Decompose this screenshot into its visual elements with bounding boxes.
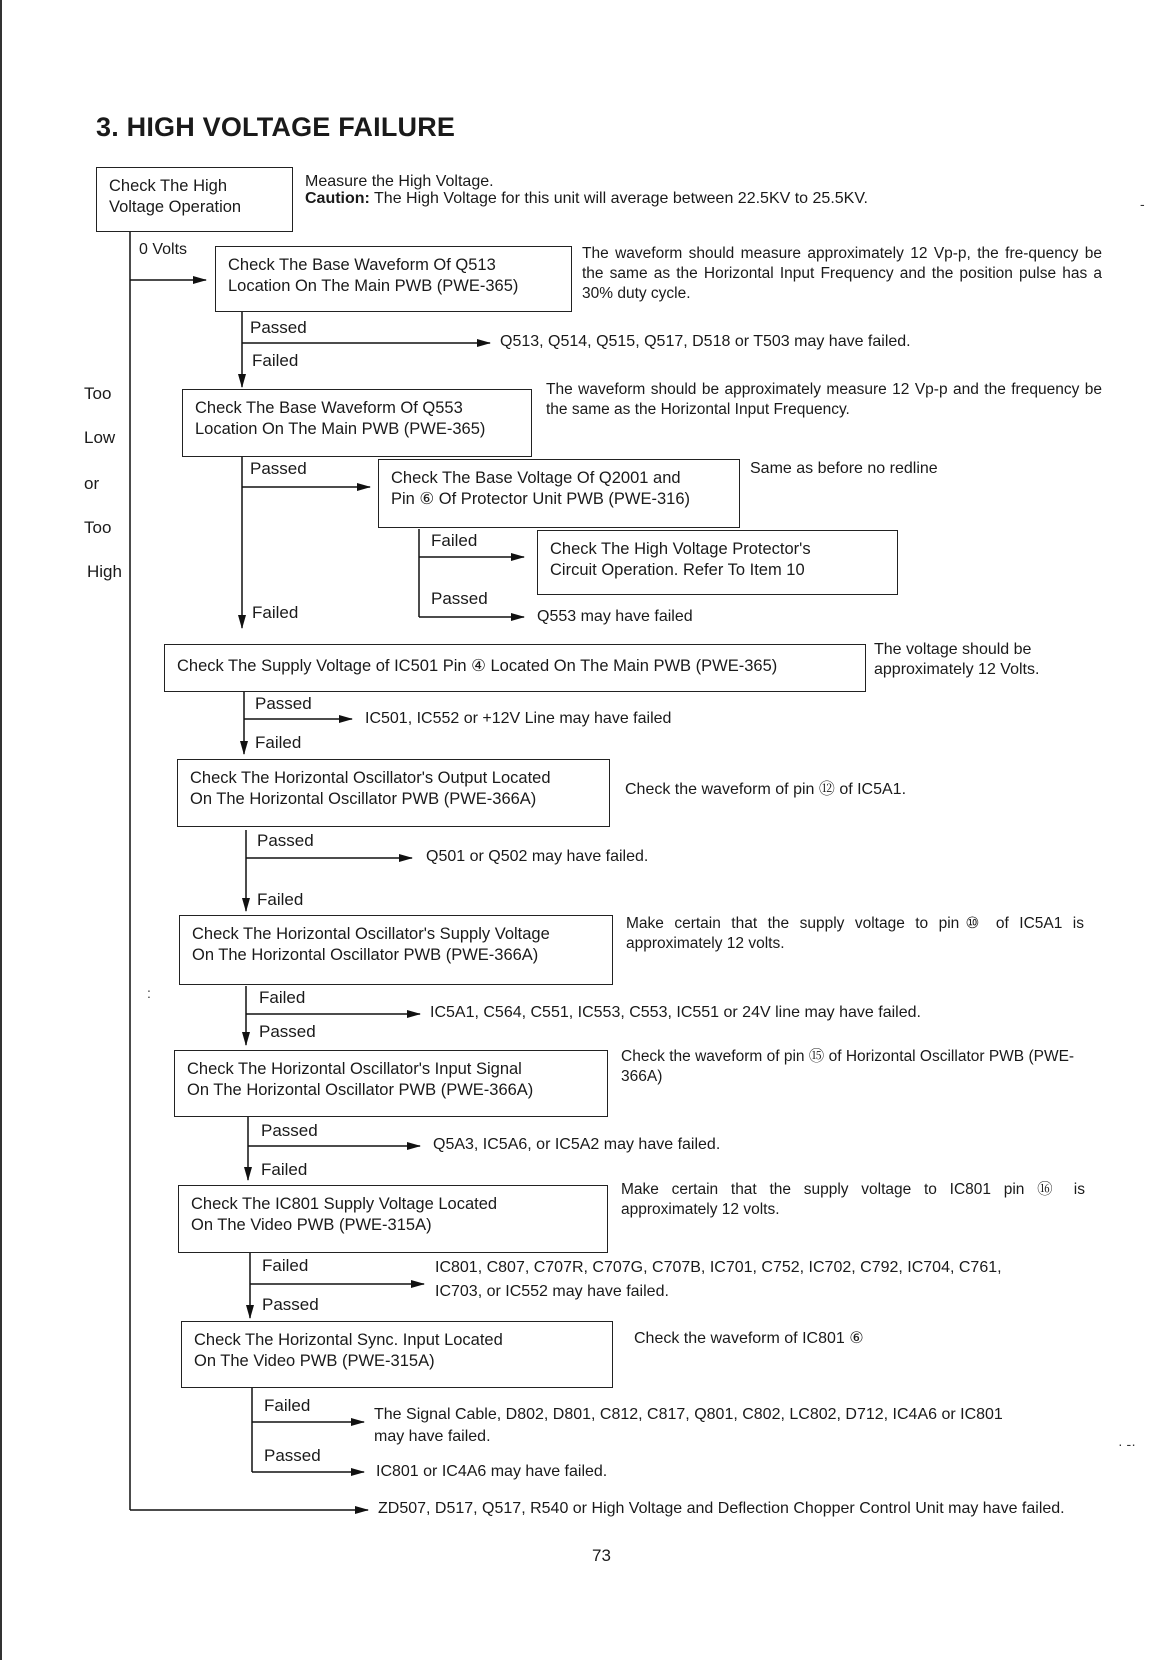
q2001-note: Same as before no redline [750,460,938,477]
hsync-failed-line: The Signal Cable, D802, D801, C812, C817, Q801, C802, LC802, D712, IC4A6 or IC801 [374,1406,1003,1423]
box-line: On The Horizontal Oscillator PWB (PWE-366A) [190,790,537,808]
step-check-q2001-box [378,459,740,528]
box-line: Circuit Operation. Refer To Item 10 [550,561,805,579]
hsync-failed-line: may have failed. [374,1428,491,1445]
hsync-input-note: Check the waveform of IC801 ⑥ [634,1330,864,1347]
box-line: Check The Horizontal Sync. Input Located [194,1331,503,1349]
step-check-q513-box [215,246,572,312]
box-line: On The Horizontal Oscillator PWB (PWE-366A) [187,1081,534,1099]
ic501-note-line: The voltage should be [874,641,1032,658]
passed-label: Passed [261,1121,318,1140]
step-check-hsync-input-box [181,1321,613,1388]
caution-text: The High Voltage for this unit will average between 22.5KV to 25.5KV. [374,190,868,207]
step-check-q553-box [182,389,532,457]
page-number: 73 [592,1546,611,1565]
step-check-ic501-supply-box [164,644,866,692]
box-line: Pin ⑥ Of Protector Unit PWB (PWE-316) [391,490,691,508]
scan-speck: · ‐· [1118,1436,1136,1452]
step-check-ic801-supply-box [178,1185,608,1253]
hosc-supply-failed-result: IC5A1, C564, C551, IC553, C553, IC551 or 24V line may have failed. [430,1004,921,1021]
side-label: or [84,474,100,493]
failed-label: Failed [262,1256,309,1275]
hosc-input-passed-result: Q5A3, IC5A6, or IC5A2 may have failed. [433,1136,721,1153]
side-label: Too [84,518,112,537]
page-title: 3. HIGH VOLTAGE FAILURE [96,112,456,142]
box-line: Voltage Operation [109,198,242,216]
step-check-hosc-supply-box [179,915,613,985]
box-line: Check The Horizontal Oscillator's Supply Voltage [192,925,550,943]
passed-label: Passed [431,589,488,608]
box-line: On The Video PWB (PWE-315A) [194,1352,435,1370]
box-line: Check The High [109,177,228,195]
q553-note: The waveform should be approximately measure 12 Vp-p and the frequency be the same as the Horizontal Input Frequency. [546,381,1102,418]
box-line: Check The Base Waveform Of Q513 [228,256,496,274]
hosc-input-note: Check the waveform of pin ⑮ of Horizontal Oscillator PWB (PWE-366A) [621,1048,1075,1085]
box-line: Location On The Main PWB (PWE-365) [195,420,486,438]
failed-label: Failed [431,531,478,550]
final-result: ZD507, D517, Q517, R540 or High Voltage and Deflection Chopper Control Unit may have failed. [378,1500,1065,1517]
failed-label: Failed [252,351,299,370]
box-line: Location On The Main PWB (PWE-365) [228,277,519,295]
failed-label: Failed [264,1396,311,1415]
passed-label: Passed [264,1446,321,1465]
box-line: Check The High Voltage Protector's [550,540,811,558]
box-line: Check The Base Voltage Of Q2001 and [391,469,681,487]
high-voltage-note: Measure the High Voltage. [305,173,494,190]
step-check-hosc-input-box [174,1050,608,1117]
hosc-output-note: Check the waveform of pin ⑫ of IC5A1. [625,781,907,798]
box-line: On The Horizontal Oscillator PWB (PWE-366A) [192,946,539,964]
ic801-supply-failed-line: IC801, C807, C707R, C707G, C707B, IC701, C752, IC702, C792, IC704, C761, [435,1259,1002,1276]
zero-volts-label: 0 Volts [139,241,188,258]
hosc-output-passed-result: Q501 or Q502 may have failed. [426,848,649,865]
hosc-supply-note: Make certain that the supply voltage to pin⑩ of IC5A1 is approximately 12 volts. [626,915,1084,952]
box-line: Check The IC801 Supply Voltage Located [191,1195,498,1213]
hsync-passed-result: IC801 or IC4A6 may have failed. [376,1463,608,1480]
step-check-protector-box [537,530,898,595]
step-check-high-voltage-box [96,167,293,232]
box-line: Check The Base Waveform Of Q553 [195,399,463,417]
caution-note [305,188,868,209]
side-label: High [87,562,122,581]
failed-label: Failed [259,988,306,1007]
failed-label: Failed [261,1160,308,1179]
failed-label: Failed [255,733,302,752]
caution-label: Caution: [305,190,370,207]
failed-label: Failed [252,603,299,622]
side-label: Too [84,384,112,403]
q513-note: The waveform should measure approximately 12 Vp-p, the fre-quency be the same as the Horizontal Input Frequency and the position pulse has a 30% duty cycle. [582,245,1102,302]
passed-label: Passed [257,831,314,850]
passed-label: Passed [262,1295,319,1314]
box-line: Check The Horizontal Oscillator's Output Located [190,769,551,787]
passed-label: Passed [255,694,312,713]
scan-speck: ‐ [1140,196,1145,212]
step-check-hosc-output-box [177,759,610,827]
box-line: Check The Horizontal Oscillator's Input Signal [187,1060,522,1078]
ic801-supply-note: Make certain that the supply voltage to IC801 pin ⑯ is approximately 12 volts. [621,1181,1085,1218]
failed-label: Failed [257,890,304,909]
side-label: Low [84,428,116,447]
q513-passed-result: Q513, Q514, Q515, Q517, D518 or T503 may have failed. [500,333,911,350]
ic501-note-line: approximately 12 Volts. [874,661,1040,678]
passed-label: Passed [250,459,307,478]
ic501-passed-result: IC501, IC552 or +12V Line may have failed [365,710,672,727]
ic801-supply-failed-line: IC703, or IC552 may have failed. [435,1283,669,1300]
passed-label: Passed [250,318,307,337]
passed-label: Passed [259,1022,316,1041]
q553-passed-result: Q553 may have failed [537,608,693,625]
box-line: Check The Supply Voltage of IC501 Pin ④ Located On The Main PWB (PWE-365) [177,657,778,675]
box-line: On The Video PWB (PWE-315A) [191,1216,432,1234]
margin-mark: : [147,985,151,1001]
